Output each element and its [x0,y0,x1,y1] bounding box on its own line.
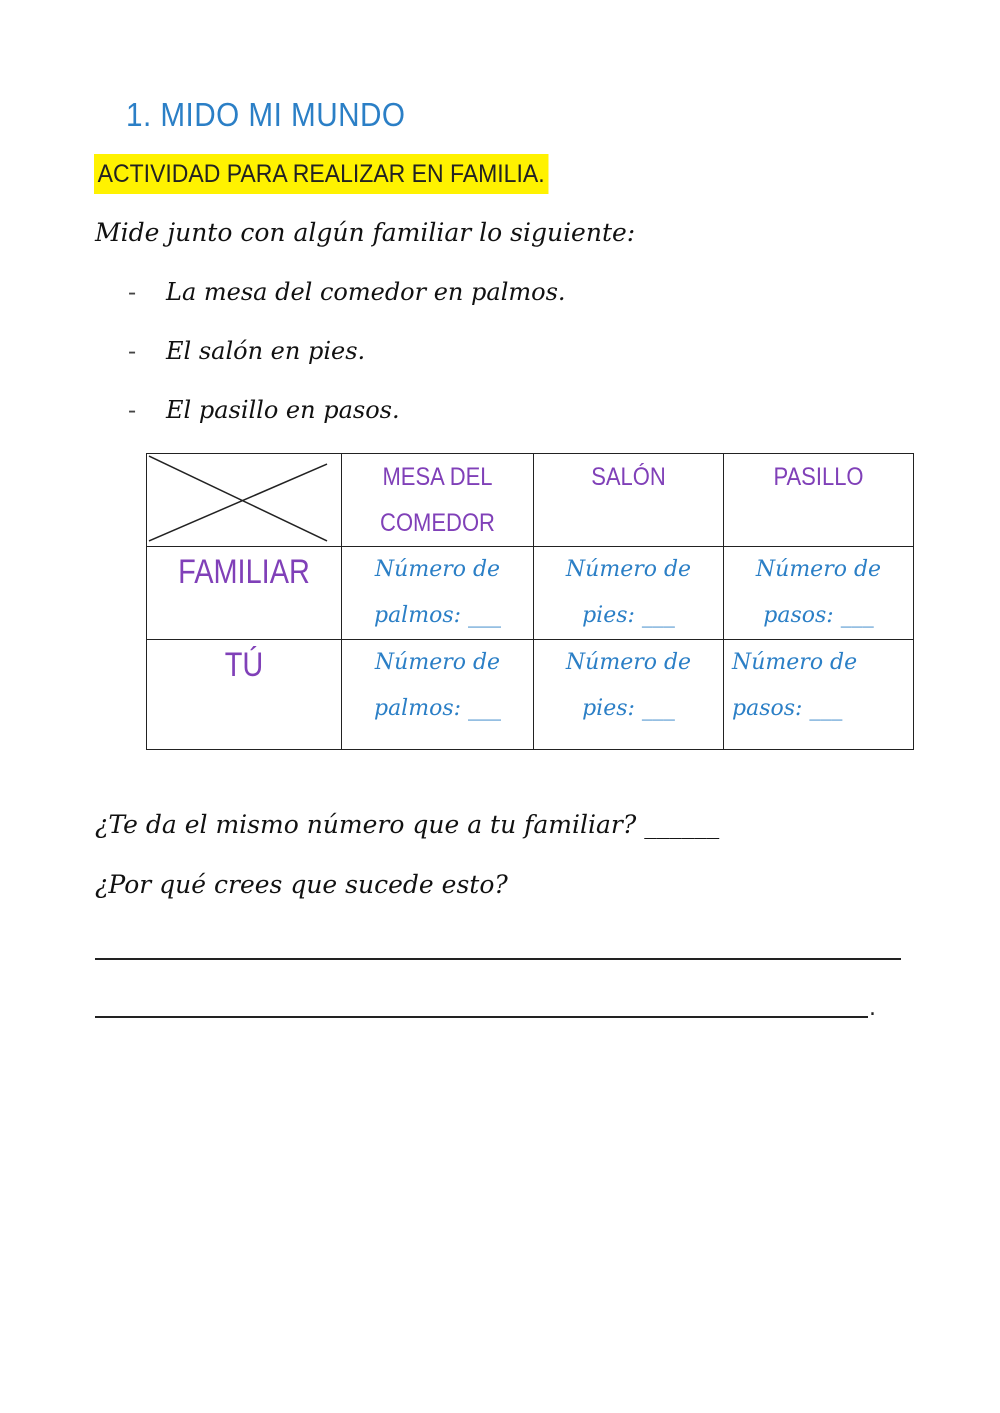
table-cell [342,547,534,640]
table-row [147,547,914,640]
cross-mark-icon [147,454,341,546]
header-label: SALÓN [591,463,666,491]
answer-line[interactable] [95,958,901,960]
question-why: ¿Por qué crees que sucede esto? [95,870,508,899]
cell-line: palmos: ___ [373,696,502,721]
activity-banner: ACTIVIDAD PARA REALIZAR EN FAMILIA. [94,154,548,194]
bullet-item [128,396,400,424]
page-title: 1. MIDO MI MUNDO [126,96,406,133]
answer-line[interactable] [95,1016,868,1018]
cell-line: Número de [565,650,692,675]
cell-line: Número de [565,557,692,582]
table-cell [534,640,724,750]
table-cell [724,547,914,640]
cell-line: pasos: ___ [732,696,843,721]
cell-line: palmos: ___ [373,603,502,628]
cell-line: Número de [755,557,882,582]
row-label: TÚ [224,646,264,684]
row-label-cell [147,640,342,750]
table-cell [342,640,534,750]
header-label: MESA DEL [382,463,493,491]
header-cell-mesa [342,454,534,547]
question-same-number: ¿Te da el mismo número que a tu familiar? ______ [95,810,720,839]
table-cell [534,547,724,640]
table-cell [724,640,914,750]
cell-line: pies: ___ [582,696,675,721]
bullet-text: El salón en pies. [166,337,366,365]
table-row [147,640,914,750]
cell-line: Número de [374,557,501,582]
corner-cell [147,454,342,547]
cell-line: pasos: ___ [763,603,874,628]
bullet-dash: - [128,278,137,306]
row-label: FAMILIAR [178,553,310,591]
closing-period: . [869,996,876,1021]
header-cell-salon [534,454,724,547]
bullet-item [128,278,566,306]
cell-line: pies: ___ [582,603,675,628]
instructions-text: Mide junto con algún familiar lo siguiente: [95,218,636,247]
bullet-dash: - [128,396,137,424]
header-cell-pasillo [724,454,914,547]
measurement-table [146,453,914,750]
row-label-cell [147,547,342,640]
bullet-dash: - [128,337,137,365]
bullet-text: La mesa del comedor en palmos. [166,278,566,306]
cell-line: Número de [374,650,501,675]
bullet-item [128,337,365,365]
header-label: PASILLO [773,463,864,491]
table-header-row [147,454,914,547]
bullet-text: El pasillo en pasos. [166,396,400,424]
cell-line: Número de [732,650,858,675]
header-label: COMEDOR [380,509,495,537]
